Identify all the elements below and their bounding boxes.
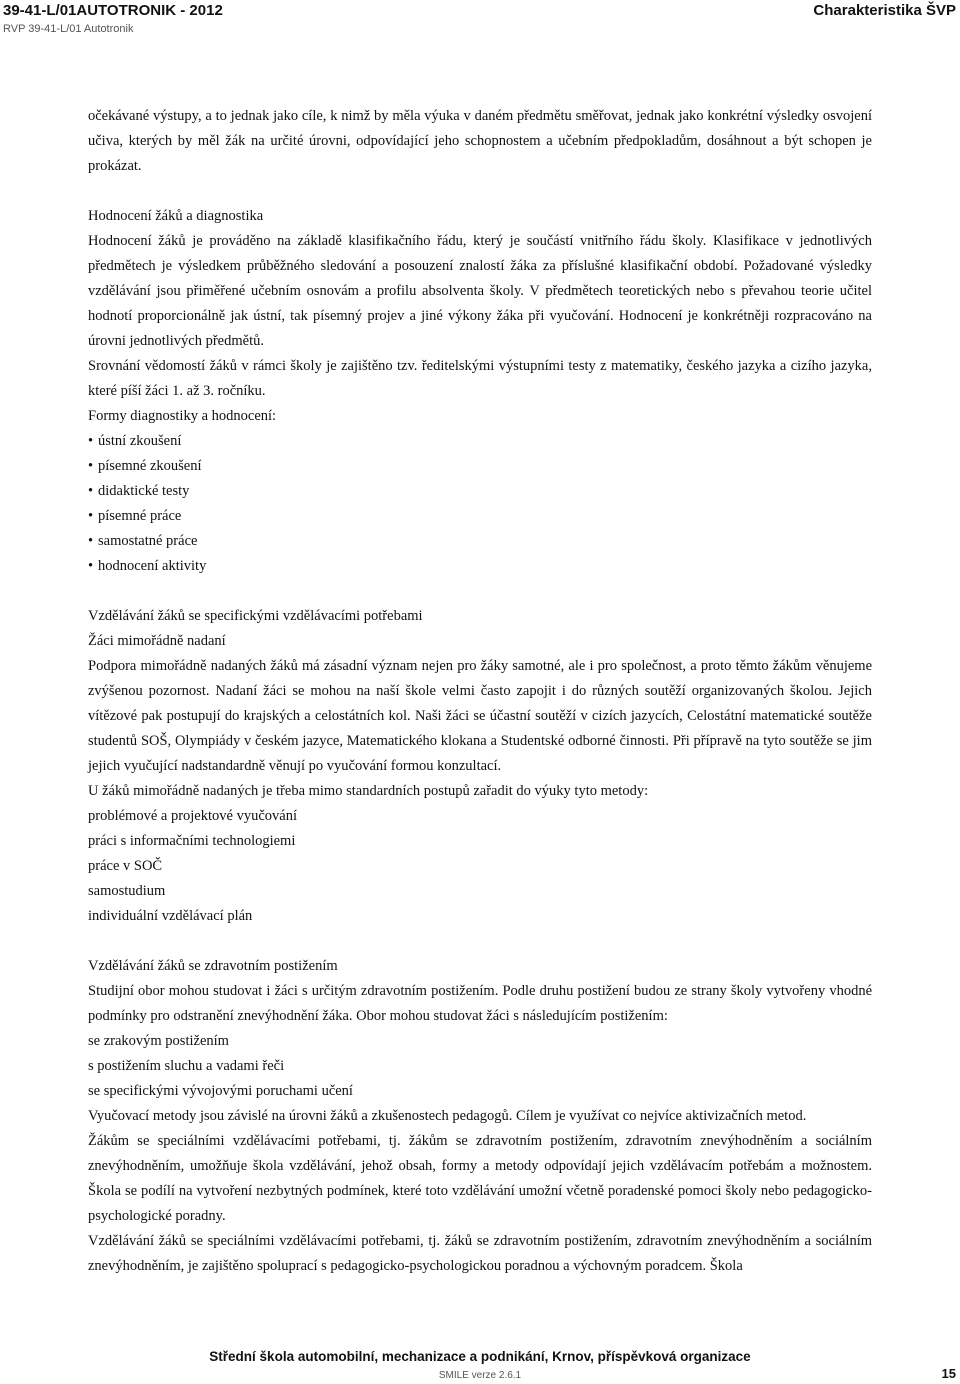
health-heading: Vzdělávání žáků se zdravotním postižením <box>88 958 338 974</box>
list-item: práci s informačními technologiemi <box>88 833 296 849</box>
forms-list <box>88 429 872 579</box>
intro-paragraph: očekávané výstupy, a to jednak jako cíle, k nimž by měla výuka v daném předmětu směřovat, jednak jako konkrétní výsledky osvojení učiva, kterých by měl žák na určité úrovni, odpovídající jeho schopnostem a učebním předpokladům, dosáhnout a být schopen je prokázat. <box>88 108 872 174</box>
special-needs-heading: Vzdělávání žáků se specifickými vzdělávacími potřebami <box>88 608 423 624</box>
assessment-paragraph: Hodnocení žáků je prováděno na základě klasifikačního řádu, který je součástí vnitřního řádu školy. Klasifikace v jednotlivých předmětech je výsledkem průběžného sledování a posouzení znalostí žáka za příslušné klasifikační období. Požadované výsledky vzdělávání jsou přiměřené učebním osnovám a profilu absolventa školy. V předmětech teoretických nebo s převahou teorie učitel hodnotí proporcionálně jak ústní, tak písemný projev a jiné výkony žáka při vyučování. Hodnocení je konkrétněji rozpracováno na úrovni jednotlivých předmětů. <box>88 233 872 349</box>
page-header <box>3 2 223 36</box>
document-subtitle: RVP 39-41-L/01 Autotronik <box>3 23 134 35</box>
list-item: se zrakovým postižením <box>88 1033 229 1049</box>
cooperation-paragraph: Vzdělávání žáků se speciálními vzdělávacími potřebami, tj. žáků se zdravotním postižením, zdravotním znevýhodněním a sociálním znevýhodněním, je zajištěno spoluprací s pedagogicko-psychologickou poradnou a výchovným poradcem. Škola <box>88 1233 872 1274</box>
list-item: • samostatné práce <box>88 529 872 554</box>
section-title: Charakteristika ŠVP <box>813 2 956 19</box>
list-item: problémové a projektové vyučování <box>88 808 297 824</box>
page-number: 15 <box>941 1366 956 1381</box>
list-item: práce v SOČ <box>88 858 163 874</box>
list-item: • hodnocení aktivity <box>88 554 872 579</box>
spacer <box>88 179 872 204</box>
comparison-paragraph: Srovnání vědomostí žáků v rámci školy je zajištěno tzv. ředitelskými výstupními testy z matematiky, českého jazyka a cizího jazyka, které píší žáci 1. až 3. ročníku. <box>88 358 872 399</box>
special-needs-paragraph: Žákům se speciálními vzdělávacími potřebami, tj. žákům se zdravotním postižením, zdravotním znevýhodněním a sociálním znevýhodněním, umožňuje škola vzdělávání, jehož obsah, formy a metody odpovídají jejich vzdělávacím potřebám a možnostem. Škola se podílí na vytvoření nezbytných podmínek, které toto vzdělávání umožní včetně poradenské pomoci školy nebo pedagogicko-psychologické poradny. <box>88 1133 872 1224</box>
footer-school-name: Střední škola automobilní, mechanizace a podnikání, Krnov, příspěvková organizace <box>209 1349 751 1364</box>
gifted-paragraph: Podpora mimořádně nadaných žáků má zásadní význam nejen pro žáky samotné, ale i pro společnost, a proto těmto žákům věnujeme zvýšenou pozornost. Nadaní žáci se mohou na naší škole velmi často zapojit i do různých soutěží organizovaných školou. Jejich vítězové pak postupují do krajských a celostátních kol. Naši žáci se účastní soutěží v cizích jazycích, Celostátní matematické soutěže studentů SOŠ, Olympiády v českém jazyce, Matematického klokana a Studentské odborné činnosti. Při přípravě na tyto soutěže se jim jejich vyučující nadstandardně věnují po vyučování formou konzultací. <box>88 658 872 774</box>
spacer <box>88 929 872 954</box>
forms-label: Formy diagnostiky a hodnocení: <box>88 408 277 424</box>
list-item: s postižením sluchu a vadami řeči <box>88 1058 285 1074</box>
list-item: • didaktické testy <box>88 479 872 504</box>
list-item: • písemné zkoušení <box>88 454 872 479</box>
health-paragraph: Studijní obor mohou studovat i žáci s určitým zdravotním postižením. Podle druhu postižení budou ze strany školy vytvořeny vhodné podmínky pro odstranění znevýhodnění žáka. Obor mohou studovat žáci s následujícím postižením: <box>88 983 872 1024</box>
methods-intro: U žáků mimořádně nadaných je třeba mimo standardních postupů zařadit do výuky tyto metody: <box>88 783 649 799</box>
list-item: individuální vzdělávací plán <box>88 908 253 924</box>
list-item: • ústní zkoušení <box>88 429 872 454</box>
spacer <box>88 579 872 604</box>
gifted-subheading: Žáci mimořádně nadaní <box>88 633 226 649</box>
methods-paragraph: Vyučovací metody jsou závislé na úrovni žáků a zkušenostech pedagogů. Cílem je využívat co nejvíce aktivizačních metod. <box>88 1108 807 1124</box>
list-item: • písemné práce <box>88 504 872 529</box>
list-item: se specifickými vývojovými poruchami učení <box>88 1083 353 1099</box>
footer-version: SMILE verze 2.6.1 <box>438 1370 522 1381</box>
document-body <box>88 104 872 1279</box>
document-title: 39-41-L/01AUTOTRONIK - 2012 <box>3 2 223 19</box>
list-item: samostudium <box>88 883 166 899</box>
assessment-heading: Hodnocení žáků a diagnostika <box>88 208 264 224</box>
